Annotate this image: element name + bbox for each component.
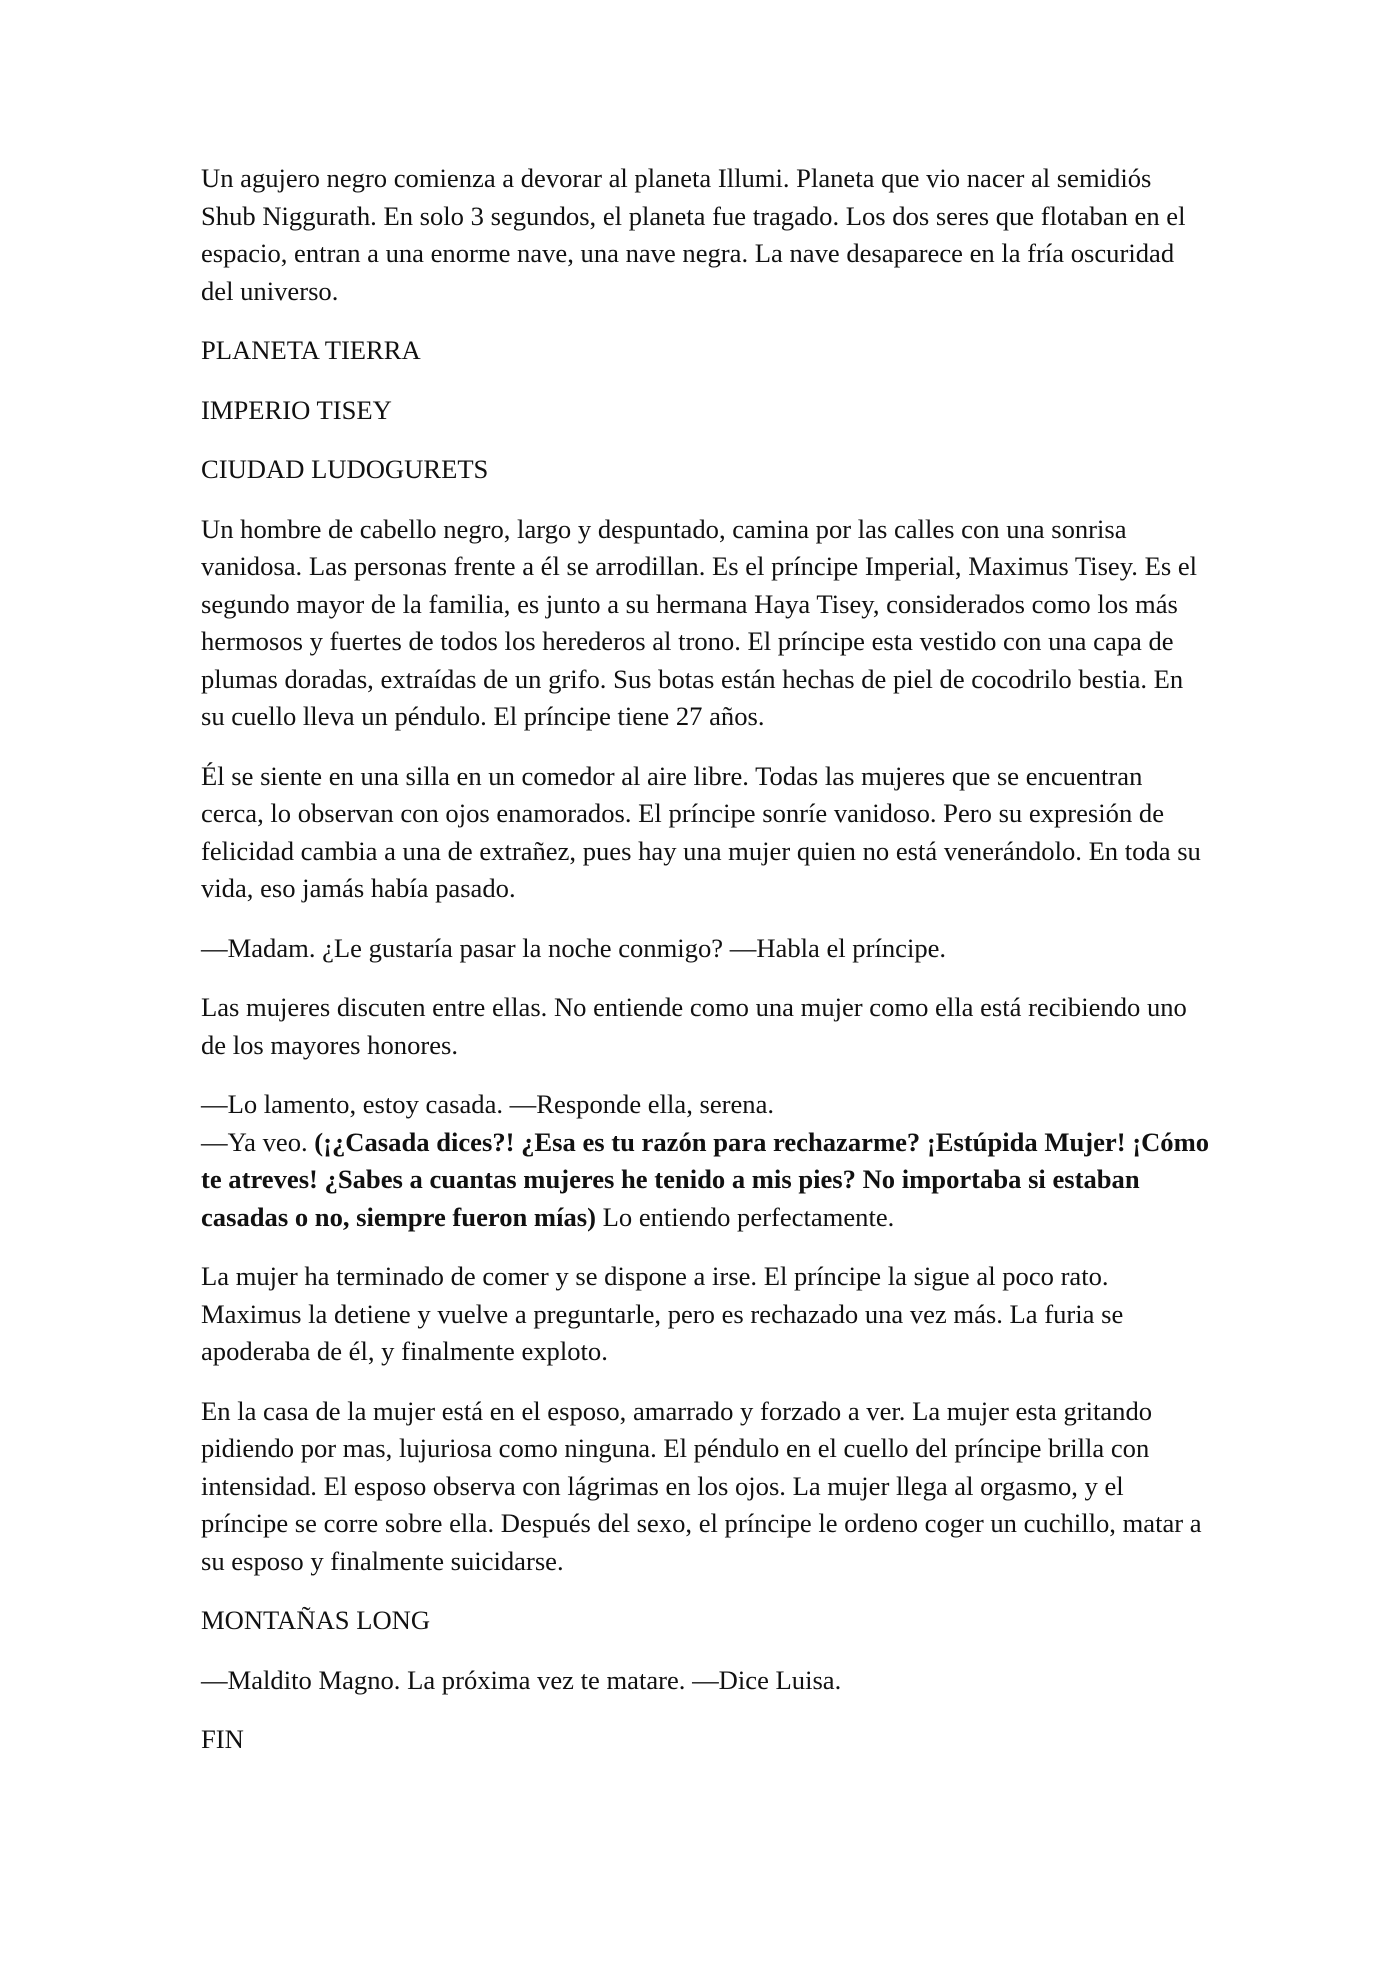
section-heading-planeta-tierra: PLANETA TIERRA xyxy=(201,335,421,365)
dialogue-prince-thoughts xyxy=(201,1124,1211,1237)
paragraph-women-discuss: Las mujeres discuten entre ellas. No entiende como una mujer como ella está recibiendo uno de los mayores honores. xyxy=(201,992,1187,1060)
dialogue-luisa: —Maldito Magno. La próxima vez te matare. —Dice Luisa. xyxy=(201,1664,842,1695)
section-heading-montanas-long: MONTAÑAS LONG xyxy=(201,1605,431,1635)
paragraph-dining-scene: Él se siente en una silla en un comedor al aire libre. Todas las mujeres que se encuentran cerca, lo observan con ojos enamorados. El príncipe sonríe vanidoso. Pero su expresión de felicidad cambia a una de extrañez, pues hay una mujer quien no está venerándolo. En toda su vida, eso jamás había pasado. xyxy=(201,760,1201,903)
paragraph-black-hole: Un agujero negro comienza a devorar al planeta Illumi. Planeta que vio nacer al semidiós Shub Niggurath. En solo 3 segundos, el planeta fue tragado. Los dos seres que flotaban en el espacio, entran a una enorme nave, una nave negra. La nave desaparece en la fría oscuridad del universo. xyxy=(201,163,1186,306)
dialogue-woman-reply: —Lo lamento, estoy casada. —Responde ella, serena. xyxy=(201,1089,775,1119)
section-heading-ciudad-ludogurets: CIUDAD LUDOGURETS xyxy=(201,454,489,484)
dialogue-prince-question: —Madam. ¿Le gustaría pasar la noche conmigo? —Habla el príncipe. xyxy=(201,932,947,963)
dialogue-prince-thoughts-end: Lo entiendo perfectamente. xyxy=(595,1201,895,1232)
end-marker: FIN xyxy=(201,1724,244,1754)
section-heading-imperio-tisey: IMPERIO TISEY xyxy=(201,394,392,425)
paragraph-house-scene: En la casa de la mujer está en el esposo, amarrado y forzado a ver. La mujer esta gritando pidiendo por mas, lujuriosa como ninguna. El péndulo en el cuello del príncipe brilla con intensidad. El esposo observa con lágrimas en los ojos. La mujer llega al orgasmo, y el príncipe se corre sobre ella. Después del sexo, el príncipe le ordeno coger un cuchillo, matar a su esposo y finalmente suicidarse. xyxy=(201,1395,1202,1576)
paragraph-prince-description: Un hombre de cabello negro, largo y despuntado, camina por las calles con una sonrisa vanidosa. Las personas frente a él se arrodillan. Es el príncipe Imperial, Maximus Tisey. Es el segundo mayor de la familia, es junto a su hermana Haya Tisey, considerados como los más hermosos y fuertes de todos los herederos al trono. El príncipe esta vestido con una capa de plumas doradas, extraídas de un grifo. Sus botas están hechas de piel de cocodrilo bestia. En su cuello lleva un péndulo. El príncipe tiene 27 años. xyxy=(201,513,1198,731)
paragraph-woman-leaves: La mujer ha terminado de comer y se dispone a irse. El príncipe la sigue al poco rato. Maximus la detiene y vuelve a preguntarle, pero es rechazado una vez más. La furia se apoderaba de él, y finalmente exploto. xyxy=(201,1261,1124,1366)
dialogue-prince-thoughts-bold: (¡¿Casada dices?! ¿Esa es tu razón para rechazarme? ¡Estúpida Mujer! ¡Cómo te atreves! ¿Sabes a cuantas mujeres he tenido a mis pies? No importaba si estaban casadas o no, siempre fueron mías) xyxy=(201,1126,1210,1232)
document-page xyxy=(201,160,1211,1781)
dialogue-prince-thoughts-start: —Ya veo. xyxy=(201,1126,315,1157)
